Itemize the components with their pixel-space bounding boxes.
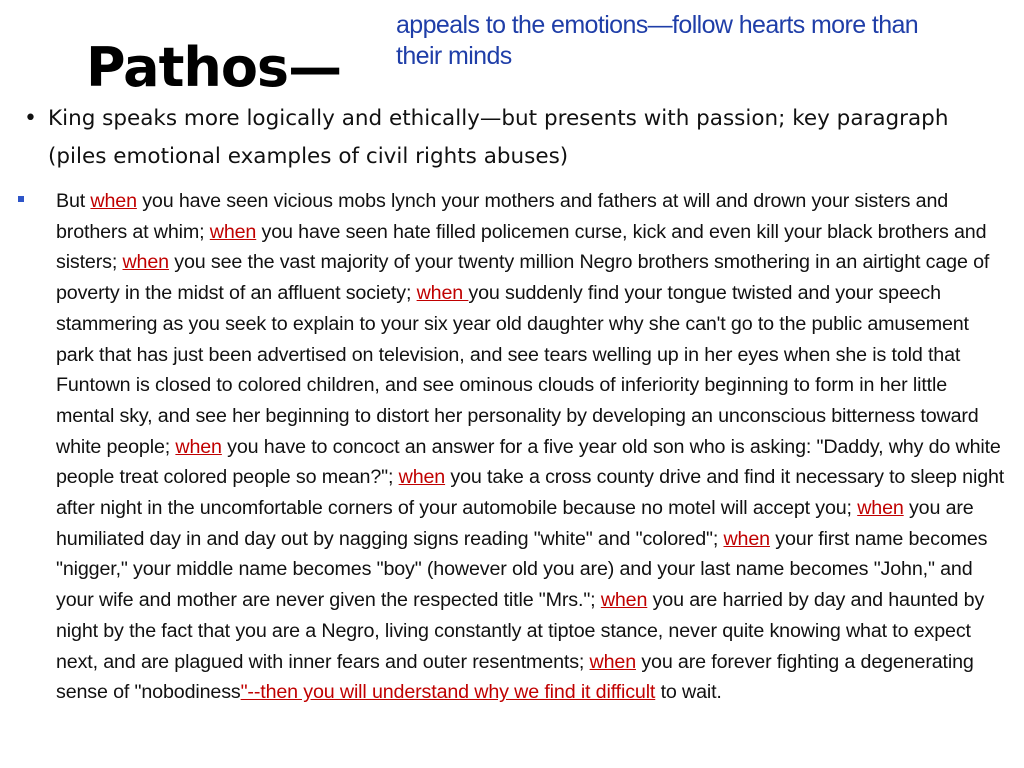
quote-text: your first name becomes "nigger," your middle name becomes "boy" (however old you are) and your last name becomes "John," and your wife and mother are never given the respected title "Mrs."; — [56, 527, 988, 612]
slide-title: Pathos— — [86, 36, 342, 99]
round-bullet-icon: • — [24, 106, 37, 131]
emphasis-when: when — [416, 282, 469, 305]
emphasis-when: when — [589, 650, 636, 673]
emphasis-ending: "--then you will understand why we find it difficult — [240, 681, 656, 704]
quote-text: But — [56, 190, 91, 212]
emphasis-when: when — [857, 497, 904, 520]
emphasis-when: when — [723, 527, 770, 550]
emphasis-when: when — [90, 190, 137, 212]
quote-text: you have seen hate filled policemen curse, kick and even kill your black brothers and sisters; — [56, 220, 987, 274]
emphasis-when: when — [209, 220, 257, 243]
quote-paragraph — [56, 186, 1008, 708]
emphasis-when: when — [600, 589, 648, 612]
quote-text: you are harried by day and haunted by night by the fact that you are a Negro, living constantly at tiptoe stance, never quite knowing what to expect next, and are plagued with inner fears and outer resentments; — [56, 589, 985, 673]
emphasis-when: when — [175, 435, 222, 458]
quote-text: you are forever fighting a degenerating sense of "nobodiness — [56, 650, 974, 704]
quote-text: you see the vast majority of your twenty million Negro brothers smothering in an airtight cage of poverty in the midst of an affluent society; — [56, 251, 990, 305]
emphasis-when: when — [398, 466, 446, 489]
main-bullet — [24, 100, 1004, 176]
quote-text: to wait. — [655, 681, 722, 704]
quote-text: you have seen vicious mobs lynch your mothers and fathers at will and drown your sisters and brothers at whim; — [56, 190, 949, 243]
slide-subtitle: appeals to the emotions—follow hearts more than their minds — [396, 11, 919, 70]
square-bullet-icon — [18, 196, 24, 202]
quote-text: you are humiliated day in and day out by nagging signs reading "white" and "colored"; — [56, 497, 974, 550]
quote-text: you suddenly find your tongue twisted and your speech stammering as you seek to explain to your six year old daughter why she can't go to the public amusement park that has just been advertised on television, and see tears welling up in her eyes when she is told that Funtown is closed to colored children, and see ominous clouds of inferiority beginning to form in her little mental sky, and see her beginning to distort her personality by developing an unconscious bitterness toward white people; — [56, 282, 979, 458]
quote-text: you have to concoct an answer for a five year old son who is asking: "Daddy, why do white people treat colored people so mean?"; — [56, 435, 1001, 489]
quote-bullet — [18, 186, 1008, 708]
main-bullet-text: King speaks more logically and ethically—but presents with passion; key paragraph (piles emotional examples of civil rights abuses) — [48, 106, 949, 169]
quote-text: you take a cross county drive and find it necessary to sleep night after night in the uncomfortable corners of your automobile because no motel will accept you; — [56, 466, 1005, 520]
emphasis-when: when — [122, 251, 169, 274]
